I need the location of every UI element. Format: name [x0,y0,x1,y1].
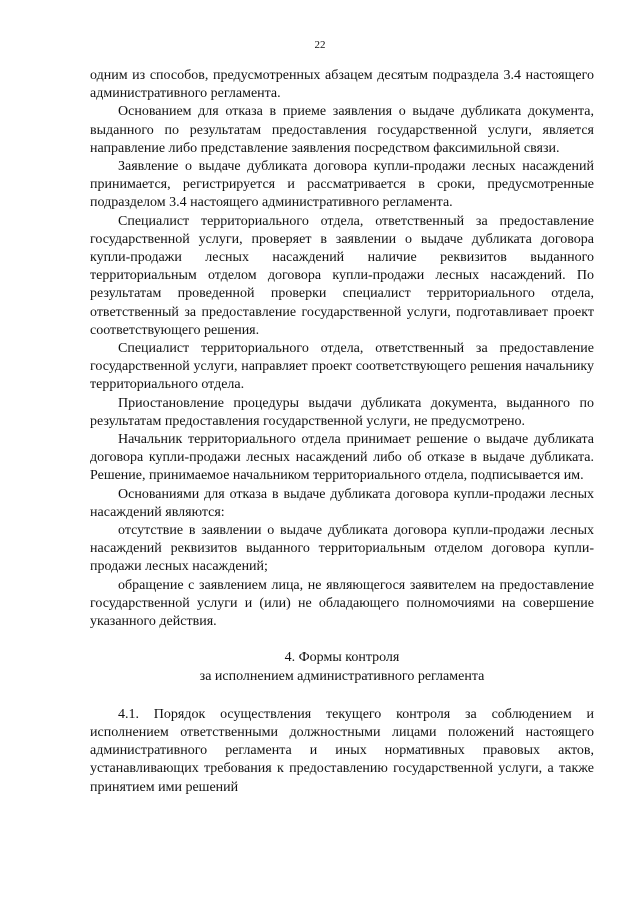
page-number: 22 [314,39,326,51]
paragraph: Приостановление процедуры выдачи дубликата документа, выданного по результатам предоставления государственной услуги, не предусмотрено. [90,395,594,429]
document-body [90,67,594,797]
paragraph: обращение с заявлением лица, не являющегося заявителем на предоставление государственной услуги и (или) не обладающего полномочиями на совершение указанного действия. [90,577,594,630]
paragraph: Основанием для отказа в приеме заявления о выдаче дубликата документа, выданного по результатам предоставления государственной услуги, является направление либо представление заявления посредством факсимильной связи. [90,104,594,156]
paragraph: Основаниями для отказа в выдаче дубликата договора купли-продажи лесных насаждений являются: [90,486,594,520]
paragraph: Специалист территориального отдела, ответственный за предоставление государственной услуги, направляет проект соответствующего решения начальнику территориального отдела. [90,341,594,393]
paragraph: Начальник территориального отдела принимает решение о выдаче дубликата договора купли-продажи лесных насаждений либо об отказе в выдаче дубликата. Решение, принимаемое начальником территориального отдела, подписывается им. [90,432,594,484]
paragraph-continuation: одним из способов, предусмотренных абзацем десятым подраздела 3.4 настоящего административного регламента. [90,68,594,102]
paragraph: Специалист территориального отдела, ответственный за предоставление государственной услуги, проверяет в заявлении о выдаче дубликата договора купли-продажи лесных насаждений наличие реквизитов выданного территориальным отделом договора купли-продажи лесных насаждений. По результатам проведенной проверки специалист территориального отдела, ответственный за предоставление государственной услуги, подготавливает проект соответствующего решения. [90,213,594,338]
section-title-line-1: 4. Формы контроля [284,650,400,666]
paragraph: 4.1. Порядок осуществления текущего контроля за соблюдением и исполнением ответственными должностными лицами положений настоящего административного регламента и иных нормативных правовых актов, устанавливающих требования к предоставлению государственной услуги, а также принятием ими решений [90,706,594,795]
paragraph: Заявление о выдаче дубликата договора купли-продажи лесных насаждений принимается, регистрируется и рассматривается в сроки, предусмотренные подразделом 3.4 настоящего административного регламента. [90,159,594,211]
section-title-line-2: за исполнением административного регламента [199,668,485,684]
paragraph: отсутствие в заявлении о выдаче дубликата договора купли-продажи лесных насаждений реквизитов выданного территориальным отделом договора купли-продажи лесных насаждений; [90,523,594,575]
section-heading [90,649,594,685]
